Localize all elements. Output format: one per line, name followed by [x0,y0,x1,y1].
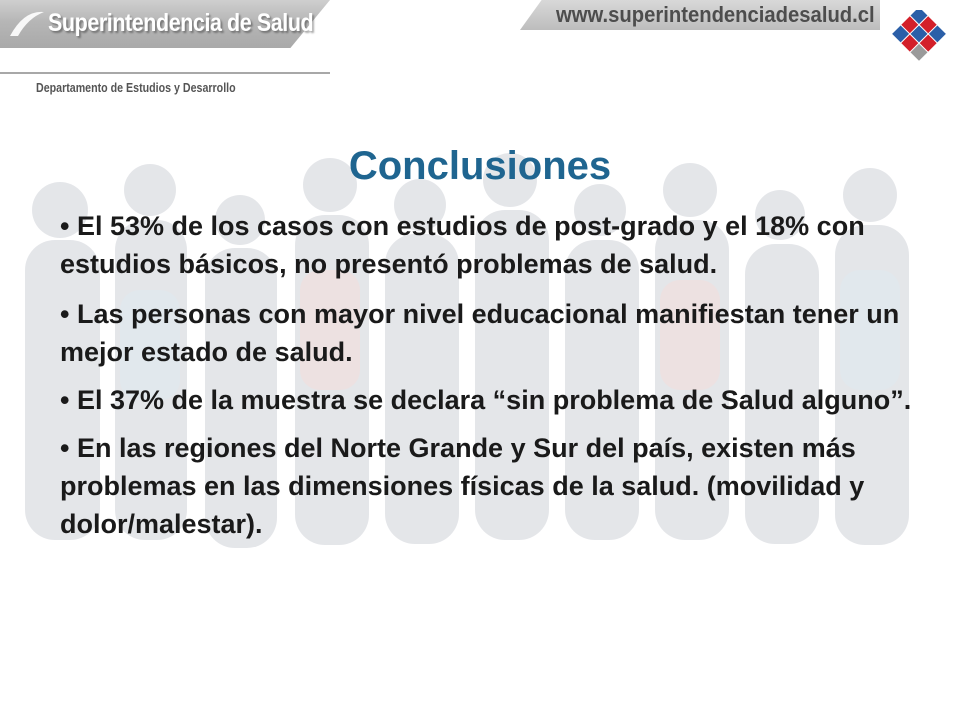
list-item: • En las regiones del Norte Grande y Sur del país, existen más problemas en las dimensiones físicas de la salud. (movilidad y dolor/malestar). [60,433,865,539]
brand-name: Superintendencia de Salud [48,9,314,37]
tiled-cube-logo-icon [890,10,948,72]
conclusions-list [60,207,920,555]
header-divider [0,72,330,74]
swoosh-icon [6,6,46,42]
slide-title: Conclusiones [348,144,612,188]
list-item: • Las personas con mayor nivel educacional manifiestan tener un mejor estado de salud. [60,299,900,367]
department-name: Departamento de Estudios y Desarrollo [36,80,236,95]
list-item: • El 53% de los casos con estudios de post-grado y el 18% con estudios básicos, no presentó problemas de salud. [60,211,865,279]
list-item: • El 37% de la muestra se declara “sin problema de Salud alguno”. [60,385,912,415]
website-url[interactable]: www.superintendenciadesalud.cl [556,2,875,27]
